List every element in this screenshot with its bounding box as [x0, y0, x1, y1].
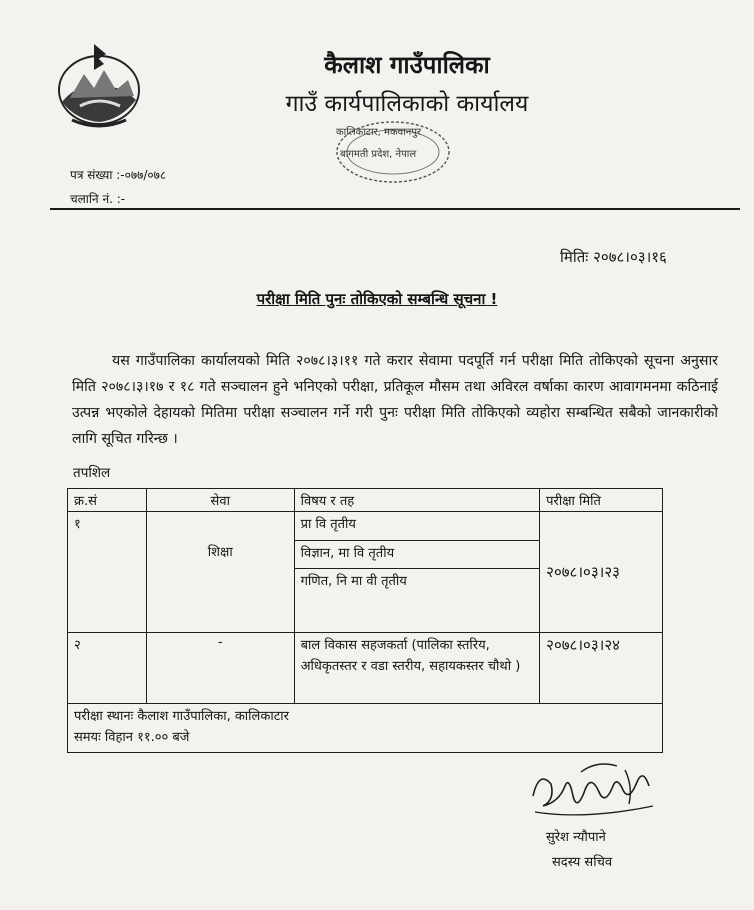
office-name: गाउँ कार्यपालिकाको कार्यालय: [285, 91, 529, 117]
org-name: कैलाश गाउँपालिका: [324, 51, 490, 79]
exam-schedule-table: [67, 488, 663, 753]
row-exam-date: २०७८।०३।२३: [540, 512, 663, 633]
exam-venue-time: [68, 704, 663, 753]
letter-date: मितिः २०७८।०३।१६: [560, 248, 667, 266]
table-caption: तपशिल: [73, 465, 111, 481]
notice-subject: [0, 289, 754, 309]
header-sn: क्र.सं: [68, 489, 147, 512]
exam-venue: परीक्षा स्थानः कैलाश गाउँपालिका, कालिकाटार: [74, 709, 289, 724]
row-subject: गणित, नि मा वी तृतीय: [294, 569, 540, 633]
header-service: सेवा: [146, 489, 294, 512]
signer-name: सुरेश न्यौपाने: [546, 830, 606, 845]
row-service: शिक्षा: [146, 512, 294, 633]
row-exam-date: २०७८।०३।२४: [540, 633, 663, 704]
row-subject: प्रा वि तृतीय: [294, 512, 540, 541]
chalani-number: चलानि नं. :-: [70, 192, 126, 206]
header-exam-date: परीक्षा मिति: [540, 489, 663, 512]
stamp-address-line: बागमती प्रदेश, नेपाल: [340, 149, 417, 160]
table-row: [68, 512, 663, 541]
exam-time: समयः विहान ११.०० बजे: [74, 730, 190, 745]
subject-text: परीक्षा मिति पुनः तोकिएको सम्बन्धि सूचना !: [256, 290, 498, 308]
row-service: -: [146, 633, 294, 704]
header-divider: [50, 208, 740, 210]
table-header-row: [68, 489, 663, 512]
row-sn: १: [68, 512, 147, 633]
table-footer-row: [68, 704, 663, 753]
signer-title: सदस्य सचिव: [552, 855, 613, 870]
row-subject: विज्ञान, मा वि तृतीय: [294, 540, 540, 569]
header-subject: विषय र तह: [294, 489, 540, 512]
notice-body: यस गाउँपालिका कार्यालयको मिति २०७८।३।११ गते करार सेवामा पदपूर्ति गर्न परीक्षा मिति तोकिएको सूचना अनुसार मिति २०७८।३।१७ र १८ गते सञ्चालन हुने भनिएको परीक्षा, प्रतिकूल मौसम तथा अविरल वर्षाका कारण आवागमनमा कठिनाई उत्पन्न भएकोले देहायको मितिमा परीक्षा सञ्चालन गर्ने गरी पुनः परीक्षा मिति तोकिएको व्यहोरा सम्बन्धित सबैको जानकारीको लागि सूचित गरिन्छ ।: [72, 353, 718, 447]
stamp-address-line: कालिकाटार, मकवानपुर: [336, 127, 422, 138]
row-subject: बाल विकास सहजकर्ता (पालिका स्तरिय, अधिकृतस्तर र वडा स्तरीय, सहायकस्तर चौथो ): [294, 633, 540, 704]
row-sn: २: [68, 633, 147, 704]
table-row: [68, 633, 663, 704]
patra-sankhya: पत्र संख्या :-०७७/०७८: [70, 168, 167, 182]
handwritten-signature: [525, 756, 665, 828]
